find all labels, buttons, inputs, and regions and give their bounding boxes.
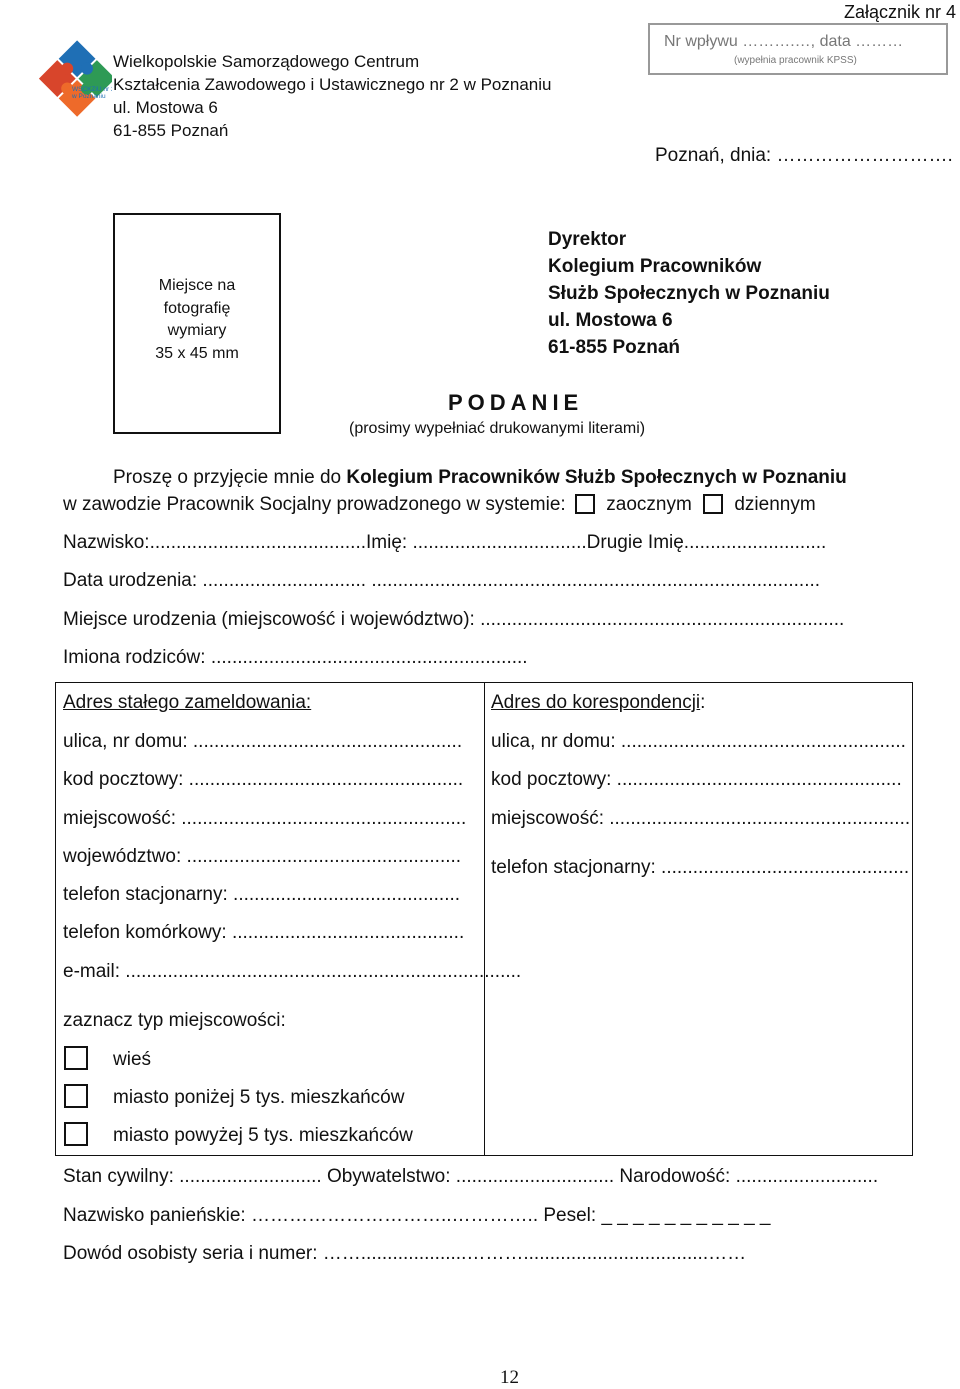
birth-place-field[interactable]: Miejsce urodzenia (miejscowość i województwo): ..................................................................... xyxy=(63,609,845,630)
page-subtitle: (prosimy wypełniać drukowanymi literami) xyxy=(349,420,646,437)
maiden-name-pesel-row[interactable]: Nazwisko panieńskie: …………………………..………….. Pesel: _ _ _ _ _ _ _ _ _ _ _ xyxy=(63,1205,771,1226)
civil-status-row[interactable]: Stan cywilny: ........................... Obywatelstwo: .............................. Narodowość: ........................... xyxy=(63,1166,879,1187)
photo-line-3: wymiary xyxy=(167,322,227,339)
checkbox-large-town[interactable] xyxy=(64,1122,88,1146)
heading-colon: : xyxy=(700,692,706,713)
logo-text-2: w Poznaniu xyxy=(72,93,106,100)
option-zaoczny: zaocznym xyxy=(606,494,692,515)
left-city-field[interactable]: miejscowość: ...................................................... xyxy=(63,808,467,829)
right-postal-field[interactable]: kod pocztowy: ...................................................... xyxy=(491,769,902,790)
page-number: 12 xyxy=(500,1367,519,1388)
parents-field[interactable]: Imiona rodziców: ............................................................ xyxy=(63,647,528,668)
recipient-block xyxy=(548,226,830,361)
left-region-field[interactable]: województwo: .................................................... xyxy=(63,846,462,867)
place-date: Poznań, dnia: ………………………. xyxy=(655,145,953,166)
locality-label: zaznacz typ miejscowości: xyxy=(63,1010,286,1031)
photo-line-2: fotografię xyxy=(163,299,231,317)
page-title: PODANIE xyxy=(448,390,584,415)
locality-option-small-town: miasto poniżej 5 tys. mieszkańców xyxy=(113,1087,405,1108)
id-card-row[interactable]: Dowód osobisty seria i numer: ……....................………...................................…… xyxy=(63,1243,747,1264)
request-system-label: w zawodzie Pracownik Socjalny prowadzonego w systemie: xyxy=(63,494,566,515)
institution-street: ul. Mostowa 6 xyxy=(113,98,218,117)
institution-name-2: Kształcenia Zawodowego i Ustawicznego nr 2 w Poznaniu xyxy=(113,75,552,94)
intake-note: (wypełnia pracownik KPSS) xyxy=(734,55,857,66)
request-line-1 xyxy=(113,467,847,489)
address-permanent-heading: Adres stałego zameldowania: xyxy=(63,692,312,713)
intake-box xyxy=(648,23,948,75)
logo xyxy=(4,30,112,154)
address-divider xyxy=(484,682,485,1156)
annex-label: Załącznik nr 4 xyxy=(843,2,956,22)
photo-line-4: 35 x 45 mm xyxy=(155,344,239,362)
right-street-field[interactable]: ulica, nr domu: ...................................................... xyxy=(491,731,906,752)
photo-box xyxy=(113,213,281,434)
recipient-line-3: Służb Społecznych w Poznaniu xyxy=(548,283,830,304)
checkbox-zaoczny[interactable] xyxy=(575,494,595,514)
left-landline-field[interactable]: telefon stacjonarny: ........................................... xyxy=(63,884,461,905)
left-postal-field[interactable]: kod pocztowy: .................................................... xyxy=(63,769,464,790)
locality-option-large-town: miasto powyżej 5 tys. mieszkańców xyxy=(113,1125,413,1146)
checkbox-dzienny[interactable] xyxy=(703,494,723,514)
option-dzienny: dziennym xyxy=(734,494,816,515)
recipient-line-2: Kolegium Pracowników xyxy=(548,256,762,277)
address-correspondence-heading-row xyxy=(491,692,705,714)
birth-date-field[interactable]: Data urodzenia: ............................... ..................................................................................... xyxy=(63,570,821,591)
checkbox-village[interactable] xyxy=(64,1046,88,1070)
photo-line-1: Miejsce na xyxy=(158,277,236,294)
institution-name-1: Wielkopolskie Samorządowego Centrum xyxy=(113,52,420,71)
address-correspondence-heading: Adres do korespondencji xyxy=(491,692,701,713)
left-mobile-field[interactable]: telefon komórkowy: ............................................ xyxy=(63,922,465,943)
recipient-line-1: Dyrektor xyxy=(548,229,627,250)
recipient-line-5: 61-855 Poznań xyxy=(548,337,680,358)
institution-city: 61-855 Poznań xyxy=(113,121,229,140)
request-line-2 xyxy=(63,494,816,516)
request-school: Kolegium Pracowników Służb Społecznych w Poznaniu xyxy=(346,467,847,488)
right-city-field[interactable]: miejscowość: ......................................................... xyxy=(491,808,911,829)
request-prefix: Proszę o przyjęcie mnie do xyxy=(113,467,347,488)
left-email-field[interactable]: e-mail: ........................................................................... xyxy=(63,961,522,982)
checkbox-small-town[interactable] xyxy=(64,1084,88,1108)
right-landline-field[interactable]: telefon stacjonarny: ............................................... xyxy=(491,857,910,878)
left-street-field[interactable]: ulica, nr domu: ................................................... xyxy=(63,731,463,752)
name-fields[interactable]: Nazwisko:.........................................Imię: .................................Drugie Imię........................... xyxy=(63,532,827,553)
locality-option-village: wieś xyxy=(113,1049,152,1070)
logo-text-1: WSCKZiU nr 2 xyxy=(72,86,112,93)
recipient-line-4: ul. Mostowa 6 xyxy=(548,310,673,331)
intake-line: Nr wpływu ……….…, data ……… xyxy=(664,33,904,50)
